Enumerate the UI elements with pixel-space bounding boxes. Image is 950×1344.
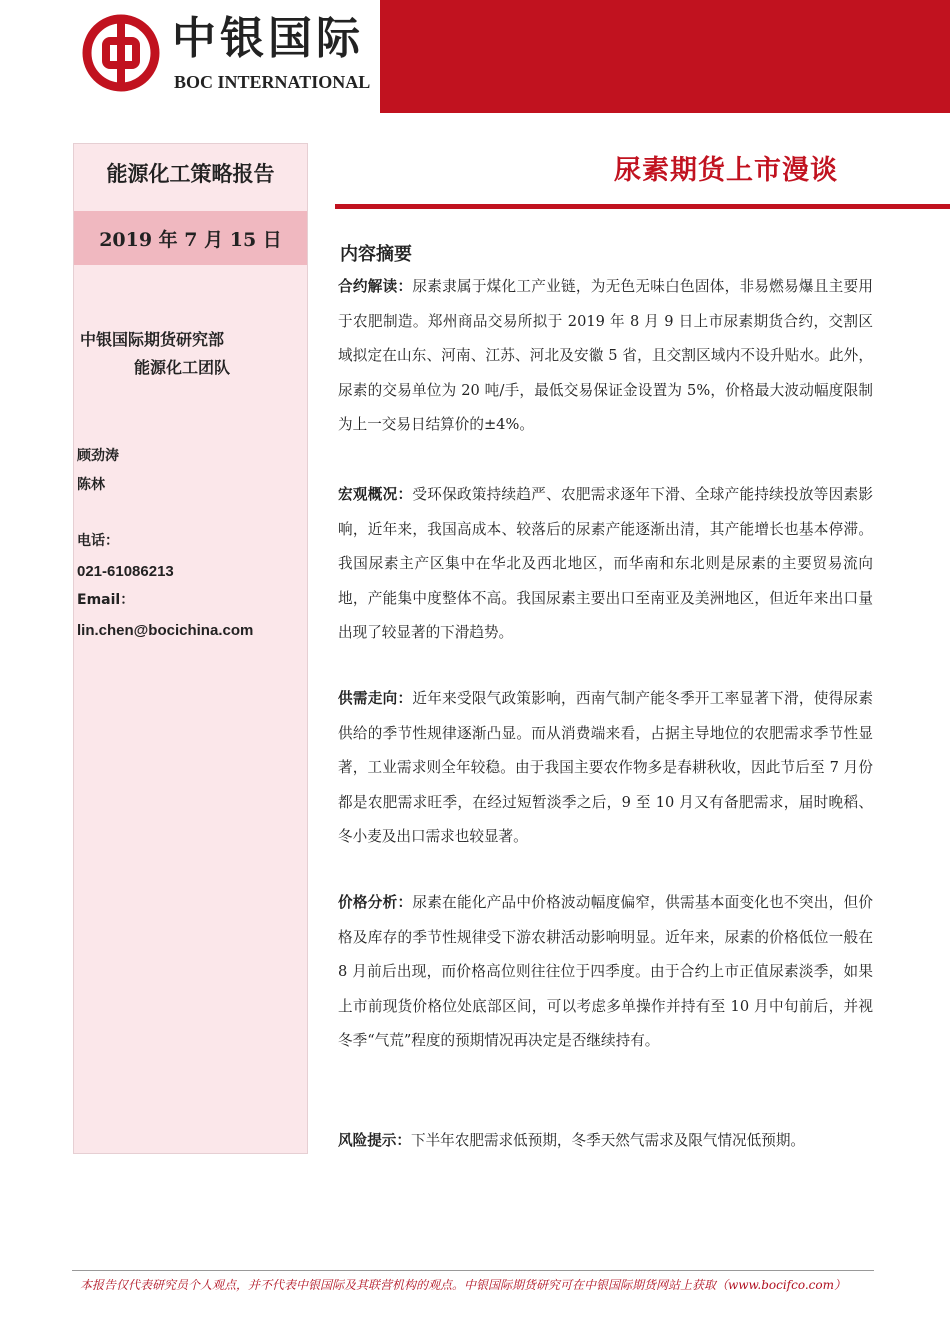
section-macro: [338, 478, 873, 651]
logo-english-name: BOC INTERNATIONAL: [174, 72, 371, 92]
section-risk: [338, 1124, 873, 1159]
section-text: 受环保政策持续趋严、农肥需求逐年下滑、全球产能持续投放等因素影响，近年来，我国高成本、较落后的尿素产能逐渐出清，其产能增长也基本停滞。我国尿素主产区集中在华北及西北地区，而华南和东北则是尿素的主要贸易流向地，产能集中度整体不高。我国尿素主要出口至南亚及美洲地区，但近年来出口量出现了较显著的下滑趋势。: [338, 486, 873, 641]
report-type: 能源化工策略报告: [106, 161, 275, 186]
section-text: 近年来受限气政策影响，西南气制产能冬季开工率显著下滑，使得尿素供给的季节性规律逐渐凸显。而从消费端来看，占据主导地位的农肥需求季节性显著，工业需求则全年较稳。由于我国主要农作物多是春耕秋收，因此节后至 7 月份都是农肥需求旺季，在经过短暂淡季之后，9 至 10 月又有备肥需求，届时晚稻、冬小麦及出口需求也较显著。: [338, 690, 873, 845]
report-title: 尿素期货上市漫谈: [614, 155, 838, 186]
section-label: 供需走向：: [338, 690, 413, 707]
email-address[interactable]: lin.chen@bocichina.com: [77, 621, 254, 639]
phone-number: 021-61086213: [77, 562, 174, 580]
section-text: 下半年农肥需求低预期，冬季天然气需求及限气情况低预期。: [410, 1132, 806, 1149]
section-label: 宏观概况：: [338, 486, 413, 503]
author-list: [77, 442, 119, 500]
logo-chinese-name: 中银国际: [172, 13, 364, 64]
author-name: 顾劲涛: [77, 448, 119, 464]
contact-info: [77, 527, 253, 645]
header-red-bar: [380, 0, 950, 113]
sidebar: [73, 143, 308, 1154]
section-price: [338, 886, 873, 1059]
boc-logo-icon: [82, 14, 160, 92]
section-supply-demand: [338, 682, 873, 855]
logo: [72, 0, 380, 113]
section-label: 风险提示：: [338, 1132, 411, 1149]
section-label: 合约解读：: [338, 278, 413, 295]
title-divider: [335, 204, 950, 209]
department-name: 中银国际期货研究部: [80, 330, 225, 349]
footer-disclaimer: 本报告仅代表研究员个人观点，并不代表中银国际及其联营机构的观点。中银国际期货研究可在中银国际期货网站上获取（www.bocifco.com）: [80, 1278, 846, 1292]
team-name: 能源化工团队: [134, 358, 231, 377]
summary-heading: 内容摘要: [340, 244, 412, 265]
date-band: [74, 211, 307, 265]
section-text: 尿素在能化产品中价格波动幅度偏窄，供需基本面变化也不突出，但价格及库存的季节性规律受下游农耕活动影响明显。近年来，尿素的价格低位一般在 8 月前后出现，而价格高位则往往位于四季度。由于合约上市正值尿素淡季，如果上市前现货价格位处底部区间，可以考虑多单操作并持有至 10 月中旬前后，并视冬季“气荒”程度的预期情况再决定是否继续持有。: [338, 894, 873, 1049]
email-label: Email：: [77, 592, 135, 608]
section-text: 尿素隶属于煤化工产业链，为无色无味白色固体，非易燃易爆且主要用于农肥制造。郑州商品交易所拟于 2019 年 8 月 9 日上市尿素期货合约，交割区域拟定在山东、河南、江苏、河北及安徽 5 省，且交割区域内不设升贴水。此外，尿素的交易单位为 20 吨/手，最低交易保证金设置为 5%，价格最大波动幅度限制为上一交易日结算价的±4%。: [338, 278, 873, 433]
author-name: 陈林: [77, 477, 105, 493]
report-date: 2019 年 7 月 15 日: [99, 229, 282, 251]
footer-divider: [72, 1270, 874, 1271]
section-contract: [338, 270, 873, 443]
section-label: 价格分析：: [338, 894, 413, 911]
department: [80, 326, 230, 382]
phone-label: 电话：: [77, 533, 119, 549]
